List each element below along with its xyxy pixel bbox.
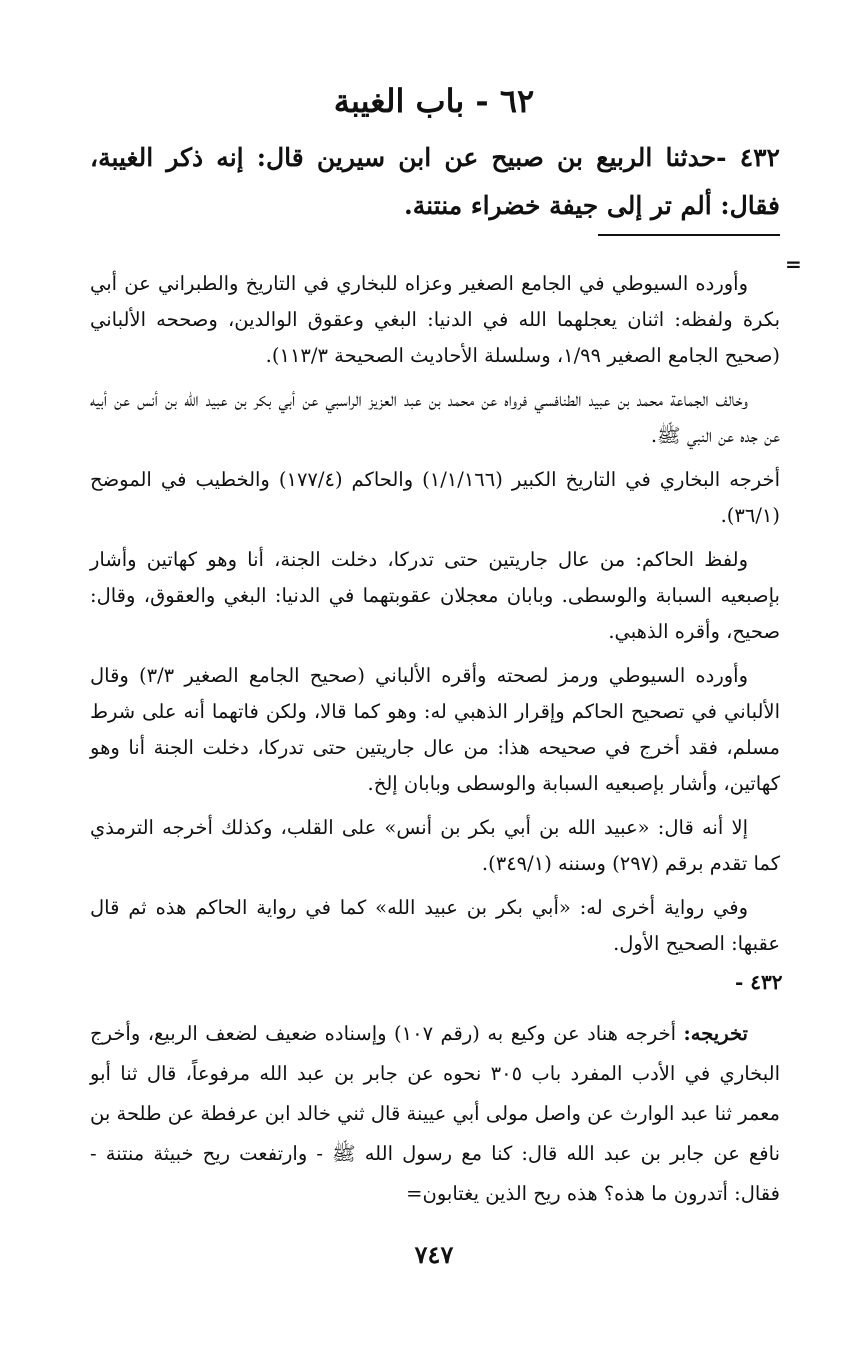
- footnote-paragraph: أخرجه البخاري في التاريخ الكبير (١/١/١٦٦) والحاكم (١٧٧/٤) والخطيب في الموضح (٣٦/١).: [90, 468, 780, 527]
- footnote-paragraph: وأورده السيوطي في الجامع الصغير وعزاه للبخاري في التاريخ والطبراني عن أبي بكرة ولفظه: اثنان يعجلهما الله في الدنيا: البغي وعقوق الوالدين، وصححه الألباني (صحيح الجامع الصغير ١/٩٩، وسلسلة الأحاديث الصحيحة ١١٣/٣).: [90, 272, 780, 367]
- footnotes-block: [90, 266, 780, 970]
- footnote-paragraph: وخالف الجماعة محمد بن عبيد الطنافسي فرواه عن محمد بن عبد العزيز الراسبي عن أبي بكر بن عبيد الله بن أنس عن أبيه عن جده عن النبي ﷺ.: [90, 388, 780, 447]
- footnote-separator-line: [598, 234, 780, 236]
- takhrij-paragraph: [90, 1014, 780, 1214]
- footnote-paragraph: وأورده السيوطي ورمز لصحته وأقره الألباني (صحيح الجامع الصغير ٣/٣) وقال الألباني في تصحيح الحاكم وإقرار الذهبي له: وهو كما قالا، ولكن فاتهما أنه على شرط مسلم، فقد أخرج في صحيحه هذا: من عال جاريتين حتى تدركا، دخلت الجنة أنا وهو كهاتين، وأشار بإصبعيه السبابة والوسطى وبابان إلخ.: [90, 664, 780, 795]
- footnote-paragraph: إلا أنه قال: «عبيد الله بن أبي بكر بن أنس» على القلب، وكذلك أخرجه الترمذي كما تقدم برقم (٢٩٧) وسننه (٣٤٩/١).: [90, 816, 780, 875]
- hadith-paragraph: [90, 134, 780, 230]
- page-number: ٧٤٧: [414, 1240, 454, 1269]
- footnote-paragraph: ولفظ الحاكم: من عال جاريتين حتى تدركا، دخلت الجنة، أنا وهو كهاتين وأشار بإصبعيه السبابة والوسطى. وبابان معجلان عقوبتهما في الدنيا: البغي والعقوق، وقال: صحيح، وأقره الذهبي.: [90, 548, 780, 643]
- hadith-number: ٤٣٢ -: [716, 143, 780, 172]
- chapter-title: ٦٢ - باب الغيبة: [333, 82, 535, 120]
- footnote-paragraph: وفي رواية أخرى له: «أبي بكر بن عبيد الله» كما في رواية الحاكم هذه ثم قال عقبها: الصحيح الأول.: [90, 896, 780, 955]
- takhrij-number: ٤٣٢ -: [735, 970, 783, 994]
- takhrij-text: أخرجه هناد عن وكيع به (رقم ١٠٧) وإسناده ضعيف لضعف الربيع، وأخرج البخاري في الأدب المفرد باب ٣٠٥ نحوه عن جابر بن عبد الله مرفوعاً، قال ثنا أبو معمر ثنا عبد الوارث عن واصل مولى أبي عيينة قال ثني خالد ابن عرفطة عن طلحة بن نافع عن جابر بن عبد الله قال: كنا مع رسول الله ﷺ - وارتفعت ريح خبيثة منتنة - فقال: أتدرون ما هذه؟ هذه ريح الذين يغتابون=: [90, 1022, 781, 1205]
- takhrij-label: تخريجه:: [683, 1022, 748, 1045]
- hadith-text: حدثنا الربيع بن صبيح عن ابن سيرين قال: إنه ذكر الغيبة، فقال: ألم تر إلى جيفة خضراء منتنة.: [90, 143, 780, 220]
- continuation-mark: =: [785, 252, 802, 276]
